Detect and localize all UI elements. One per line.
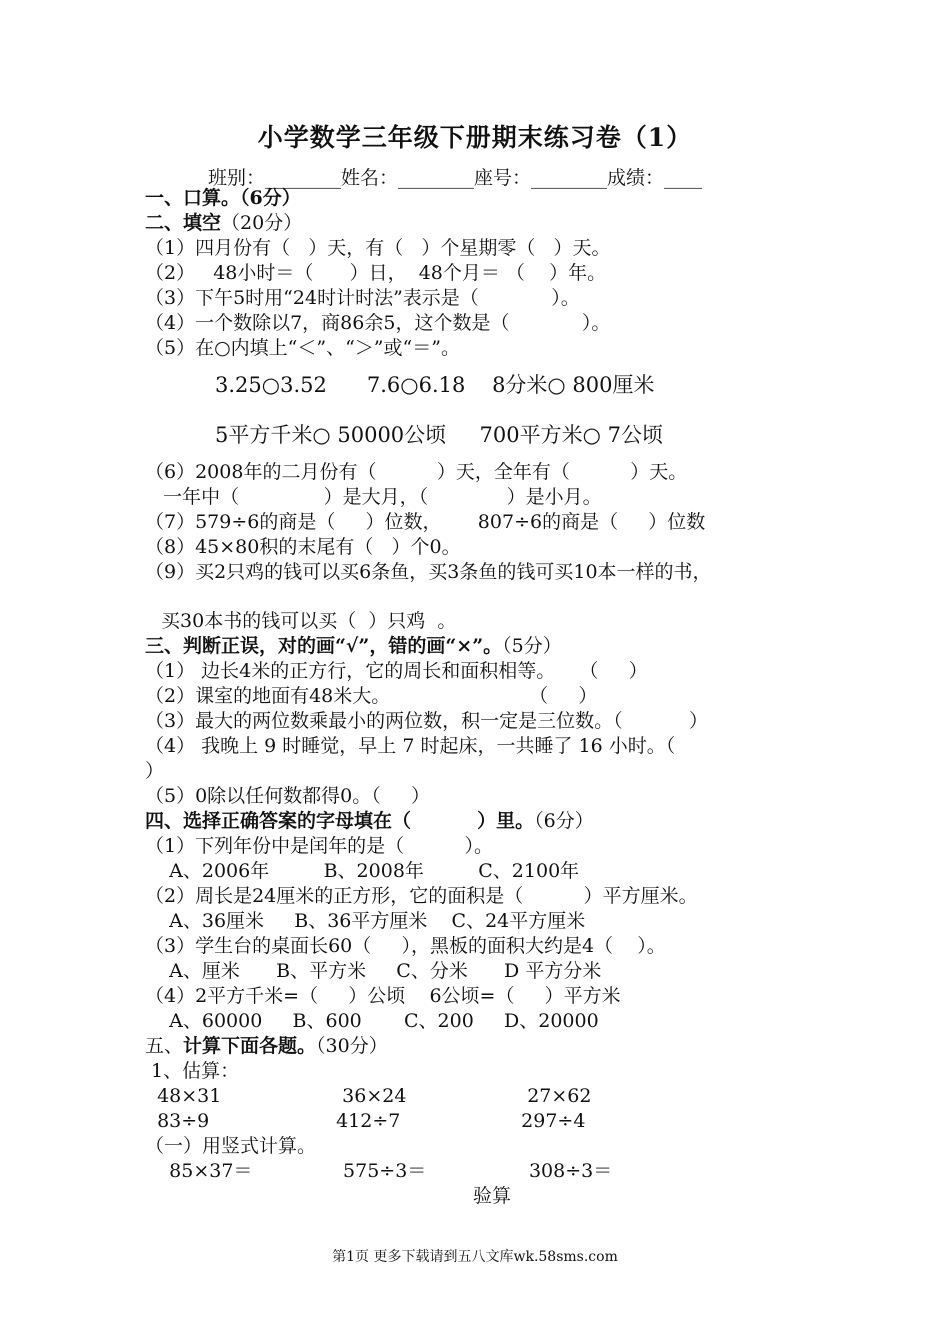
page-footer: 第1页 更多下载请到五八文库wk.58sms.com xyxy=(332,1249,618,1265)
judge-q2: （2）课室的地面有48米大。 （ ） xyxy=(145,685,598,707)
section-5-number: 五、 xyxy=(145,1035,184,1057)
section-2-title: 二、填空 xyxy=(145,212,222,234)
fill-q6-line1: （6）2008年的二月份有（ ）天，全年有（ ）天。 xyxy=(145,461,688,483)
section-4-title: 四、选择正确答案的字母填在（ ）里。 xyxy=(145,810,535,832)
section-5-points: （30分） xyxy=(316,1035,388,1057)
section-3-points: （5分） xyxy=(502,635,562,657)
fill-q9-line2: 买30本书的钱可以买（ ）只鸡 。 xyxy=(155,610,457,632)
judge-q5: （5）0除以任何数都得0。（ ） xyxy=(145,785,430,807)
fill-q2: （2） 48小时＝（ ）日， 48个月＝ （ ）年。 xyxy=(145,262,607,284)
fill-q5: （5）在○内填上“＜”、“＞”或“＝”。 xyxy=(145,337,460,359)
vertical-calc-row: 85×37＝ 575÷3＝ 308÷3＝ xyxy=(145,1160,613,1182)
choice-q4-options: A、60000 B、600 C、200 D、20000 xyxy=(145,1010,599,1032)
judge-q4-line1: （4） 我晚上 9 时睡觉，早上 7 时起床，一共睡了 16 小时。（ xyxy=(145,735,676,757)
judge-q3: （3）最大的两位数乘最小的两位数，积一定是三位数。（ ） xyxy=(145,710,709,732)
choice-q3-options: A、厘米 B、平方米 C、分米 D 平方分米 xyxy=(145,960,602,982)
choice-q3: （3）学生台的桌面长60（ ），黑板的面积大约是4（ ）。 xyxy=(145,935,666,957)
section-5-heading xyxy=(145,1034,388,1058)
section-4-points: （6分） xyxy=(534,810,594,832)
compare-row-1: 3.25○3.52 7.6○6.18 8分米○ 800厘米 xyxy=(215,373,655,397)
fill-q4: （4）一个数除以7，商86余5，这个数是（ ）。 xyxy=(145,312,611,334)
check-label: 验算 xyxy=(473,1185,512,1207)
fill-q6-line2: 一年中（ ）是大月，（ ）是小月。 xyxy=(145,486,602,508)
fill-q8: （8）45×80积的末尾有（ ）个0。 xyxy=(145,536,461,558)
section-3-title: 三、判断正误，对的画“√”，错的画“×”。 xyxy=(145,635,503,657)
choice-q1-options: A、2006年 B、2008年 C、2100年 xyxy=(145,860,580,882)
choice-q4: （4）2平方千米=（ ）公顷 6公顷=（ ）平方米 xyxy=(145,985,621,1007)
section-4-heading xyxy=(145,809,594,833)
vertical-calc-label: （一）用竖式计算。 xyxy=(145,1135,317,1157)
section-2-points: （20分） xyxy=(221,212,303,234)
judge-q1: （1） 边长4米的正方行，它的周长和面积相等。 （ ） xyxy=(145,660,648,682)
fill-q3: （3）下午5时用“24时计时法”表示是（ ）。 xyxy=(145,287,580,309)
section-5-title: 计算下面各题。 xyxy=(183,1035,317,1057)
choice-q2: （2）周长是24厘米的正方形，它的面积是（ ）平方厘米。 xyxy=(145,885,698,907)
page-title: 小学数学三年级下册期末练习卷（1） xyxy=(257,123,693,152)
student-info-line: 班别：________姓名：________座号：________成绩：____ xyxy=(208,167,703,189)
judge-q4-line2: ） xyxy=(145,760,165,782)
compare-row-2: 5平方千米○ 50000公顷 700平方米○ 7公顷 xyxy=(215,423,663,447)
fill-q1: （1）四月份有（ ）天，有（ ）个星期零（ ）天。 xyxy=(145,237,611,259)
estimate-label: 1、估算： xyxy=(145,1060,240,1082)
choice-q2-options: A、36厘米 B、36平方厘米 C、24平方厘米 xyxy=(145,910,586,932)
fill-q7: （7）579÷6的商是（ ）位数， 807÷6的商是（ ）位数 xyxy=(145,511,706,533)
section-2-heading xyxy=(145,211,302,235)
estimate-row-1: 48×31 36×24 27×62 xyxy=(145,1085,592,1107)
section-1-heading: 一、口算。（6分） xyxy=(145,187,301,209)
section-3-heading xyxy=(145,634,562,658)
choice-q1: （1）下列年份中是闰年的是（ ）。 xyxy=(145,835,493,857)
fill-q9-line1: （9）买2只鸡的钱可以买6条鱼，买3条鱼的钱可买10本一样的书， xyxy=(145,561,712,583)
estimate-row-2: 83÷9 412÷7 297÷4 xyxy=(145,1110,586,1132)
